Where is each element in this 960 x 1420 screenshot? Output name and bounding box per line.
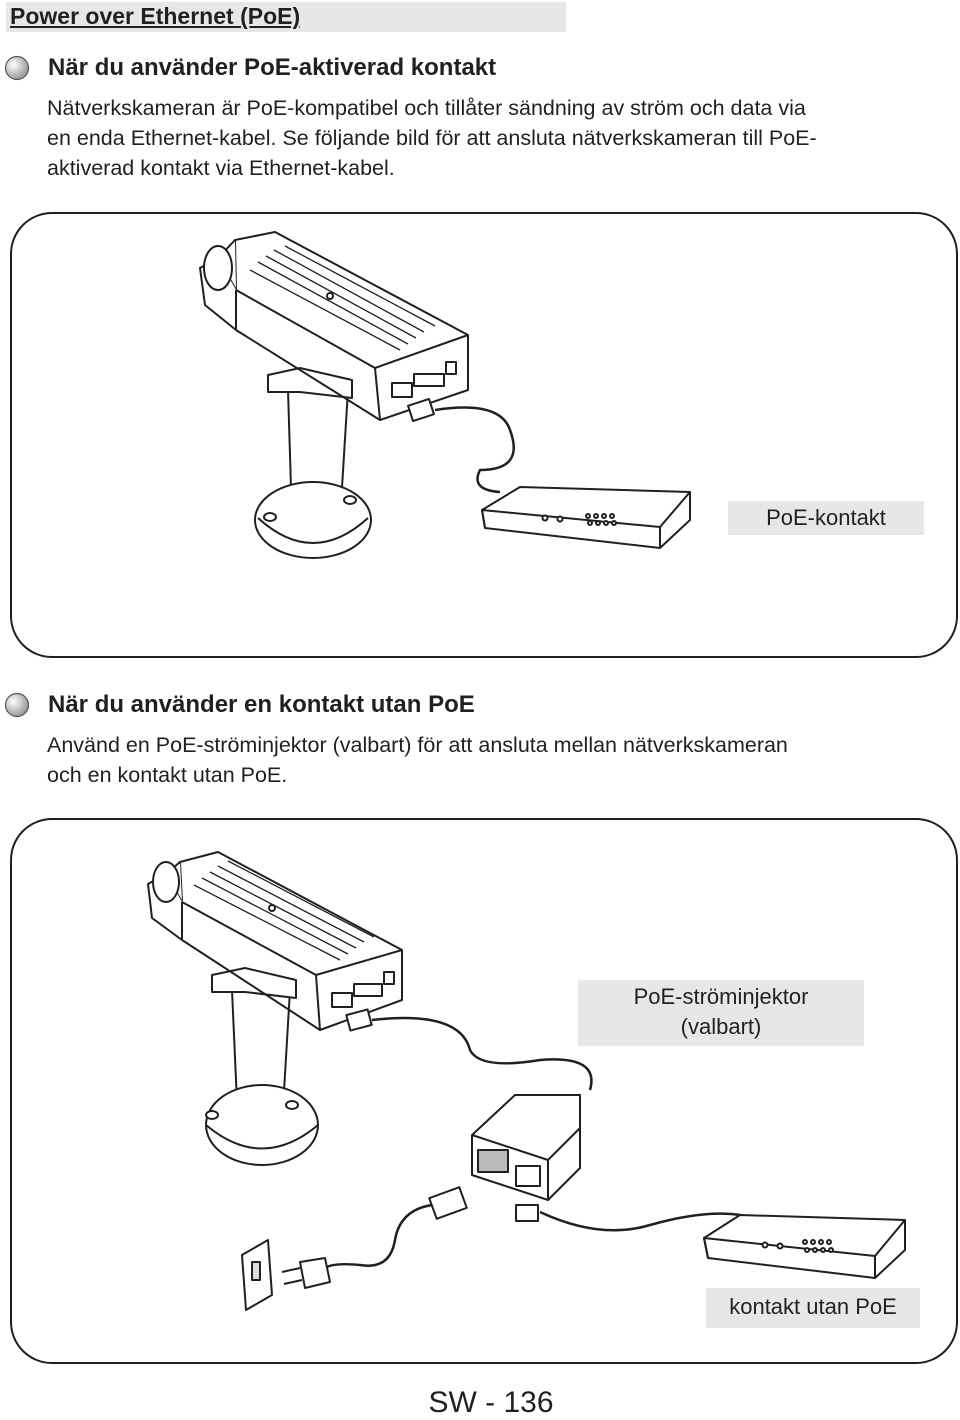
page-title: Power over Ethernet (PoE): [6, 2, 566, 32]
section2-body: Använd en PoE-ströminjektor (valbart) för att ansluta mellan nätverkskameran och en kontakt utan PoE.: [47, 733, 788, 787]
section2-heading: När du använder en kontakt utan PoE: [48, 691, 475, 718]
page-number: SW - 136: [428, 1386, 554, 1419]
section1-body: Nätverkskameran är PoE-kompatibel och tillåter sändning av ström och data via en enda Ethernet-kabel. Se följande bild för att ansluta nätverkskameran till PoE- aktiverad kontakt via Ethernet-kabel.: [47, 96, 817, 180]
injector-label-line2: (valbart): [680, 1014, 762, 1039]
non-poe-switch-label: kontakt utan PoE: [706, 1288, 920, 1328]
section1-heading: När du använder PoE-aktiverad kontakt: [48, 54, 497, 81]
injector-label: [578, 980, 864, 1046]
injector-label-line1: PoE-ströminjektor: [633, 984, 809, 1009]
poe-switch-label: PoE-kontakt: [728, 501, 924, 535]
